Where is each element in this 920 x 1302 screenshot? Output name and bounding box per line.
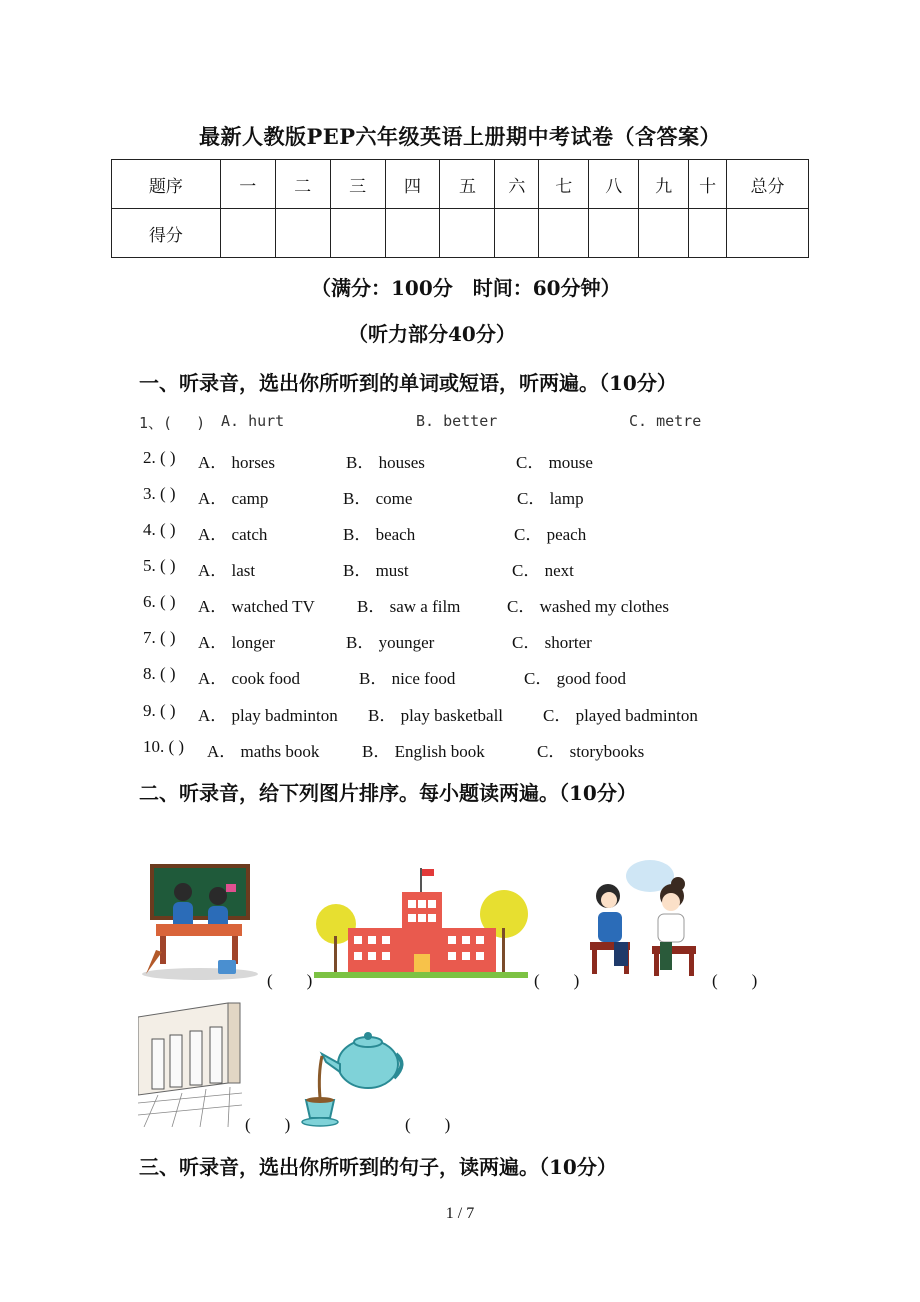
- q2-option-a[interactable]: A． horses: [198, 453, 275, 472]
- score-row-label: 得分: [112, 209, 221, 258]
- q5-number: 5. ( ): [143, 556, 176, 575]
- q7-option-c[interactable]: C． shorter: [512, 633, 592, 652]
- score-cell[interactable]: [275, 209, 330, 258]
- page-number: 1 / 7: [445, 1205, 475, 1222]
- students-cleaning-image: [138, 862, 262, 982]
- q7-number: 7. ( ): [143, 628, 176, 647]
- header-cell-9: 九: [639, 160, 689, 209]
- q8-option-a[interactable]: A． cook food: [198, 669, 300, 688]
- q2-option-c[interactable]: C． mouse: [516, 453, 593, 472]
- q2-option-b[interactable]: B． houses: [346, 453, 425, 472]
- score-cell[interactable]: [495, 209, 539, 258]
- score-cell[interactable]: [440, 209, 495, 258]
- score-cell[interactable]: [330, 209, 385, 258]
- q6-option-b[interactable]: B． saw a film: [357, 597, 461, 616]
- header-cell-2: 二: [275, 160, 330, 209]
- score-cell[interactable]: [220, 209, 275, 258]
- q3-option-a[interactable]: A． camp: [198, 489, 269, 508]
- score-cell[interactable]: [689, 209, 727, 258]
- q9-number: 9. ( ): [143, 701, 176, 720]
- q6-option-c[interactable]: C． washed my clothes: [507, 597, 669, 616]
- teapot-pouring-image: [300, 1024, 404, 1128]
- toilet-room-image: [138, 999, 242, 1127]
- q1-option-a[interactable]: A. hurt: [221, 412, 285, 430]
- q8-number: 8. ( ): [143, 664, 176, 683]
- section2-heading: 二、听录音，给下列图片排序。每小题读两遍。（10分）: [139, 781, 637, 805]
- score-table-header-row: [112, 160, 809, 209]
- section1-heading: 一、听录音，选出你所听到的单词或短语，听两遍。（10分）: [139, 371, 677, 395]
- q1-option-b[interactable]: B. better: [416, 412, 498, 430]
- score-cell[interactable]: [589, 209, 639, 258]
- q9-option-c[interactable]: C． played badminton: [543, 706, 698, 725]
- score-table-score-row: [112, 209, 809, 258]
- score-cell[interactable]: [539, 209, 589, 258]
- header-cell-1: 一: [220, 160, 275, 209]
- q7-option-b[interactable]: B． younger: [346, 633, 435, 652]
- exam-info: （满分：100分 时间：60分钟）: [311, 276, 621, 300]
- header-cell-3: 三: [330, 160, 385, 209]
- q8-option-c[interactable]: C． good food: [524, 669, 626, 688]
- header-cell-4: 四: [385, 160, 440, 209]
- picture1-answer-blank[interactable]: ( ): [267, 971, 313, 990]
- header-cell-total: 总分: [727, 160, 809, 209]
- q10-option-a[interactable]: A． maths book: [207, 742, 320, 761]
- picture5-answer-blank[interactable]: ( ): [405, 1115, 451, 1134]
- q6-number: 6. ( ): [143, 592, 176, 611]
- q6-option-a[interactable]: A． watched TV: [198, 597, 315, 616]
- q10-option-c[interactable]: C． storybooks: [537, 742, 645, 761]
- q2-number: 2. ( ): [143, 448, 176, 467]
- header-cell-7: 七: [539, 160, 589, 209]
- q3-option-c[interactable]: C． lamp: [517, 489, 584, 508]
- q3-option-b[interactable]: B． come: [343, 489, 413, 508]
- picture2-answer-blank[interactable]: ( ): [534, 971, 580, 990]
- score-cell[interactable]: [639, 209, 689, 258]
- q4-option-b[interactable]: B． beach: [343, 525, 416, 544]
- header-cell-8: 八: [589, 160, 639, 209]
- school-building-image: [314, 866, 528, 980]
- score-cell[interactable]: [727, 209, 809, 258]
- score-table: [111, 159, 809, 258]
- header-cell-5: 五: [440, 160, 495, 209]
- score-cell[interactable]: [385, 209, 440, 258]
- q10-option-b[interactable]: B． English book: [362, 742, 485, 761]
- picture4-answer-blank[interactable]: ( ): [245, 1115, 291, 1134]
- q5-option-c[interactable]: C． next: [512, 561, 574, 580]
- q7-option-a[interactable]: A． longer: [198, 633, 275, 652]
- q8-option-b[interactable]: B． nice food: [359, 669, 456, 688]
- q1-number: 1、( ): [139, 414, 206, 432]
- q4-number: 4. ( ): [143, 520, 176, 539]
- header-cell-order: 题序: [112, 160, 221, 209]
- q3-number: 3. ( ): [143, 484, 176, 503]
- q9-option-b[interactable]: B． play basketball: [368, 706, 504, 725]
- listening-part-label: （听力部分40分）: [348, 322, 516, 346]
- q5-option-a[interactable]: A． last: [198, 561, 256, 580]
- children-talking-image: [584, 856, 702, 980]
- q5-option-b[interactable]: B． must: [343, 561, 409, 580]
- header-cell-6: 六: [495, 160, 539, 209]
- q4-option-a[interactable]: A． catch: [198, 525, 268, 544]
- section3-heading: 三、听录音，选出你所听到的句子，读两遍。（10分）: [139, 1155, 617, 1179]
- header-cell-10: 十: [689, 160, 727, 209]
- picture3-answer-blank[interactable]: ( ): [712, 971, 758, 990]
- q10-number: 10. ( ): [143, 737, 185, 756]
- q4-option-c[interactable]: C． peach: [514, 525, 587, 544]
- q9-option-a[interactable]: A． play badminton: [198, 706, 338, 725]
- exam-title: 最新人教版PEP六年级英语上册期中考试卷（含答案）: [198, 124, 722, 149]
- q1-option-c[interactable]: C. metre: [629, 412, 702, 430]
